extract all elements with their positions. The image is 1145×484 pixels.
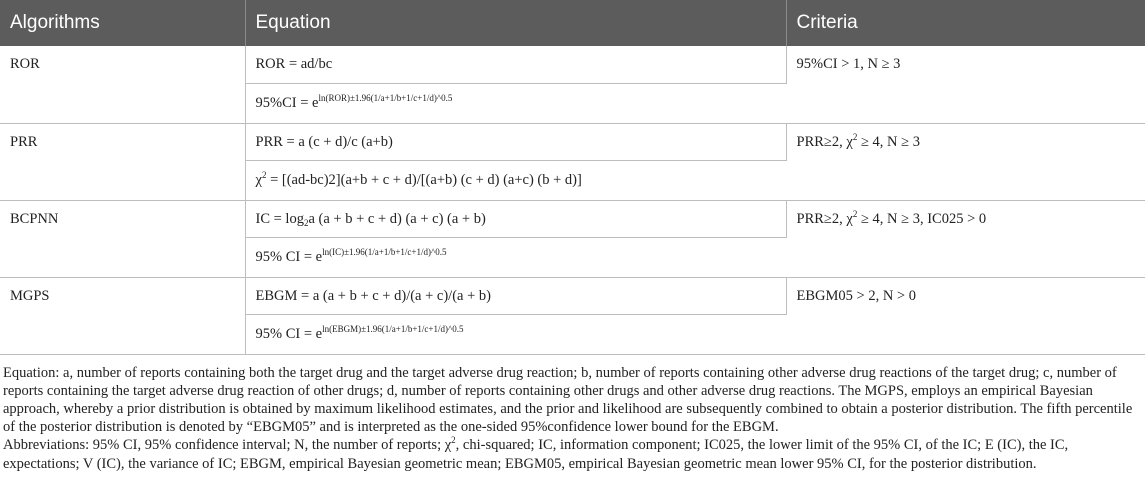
equation-text: 95% CI = e xyxy=(255,325,323,342)
criteria-text: ≥ 4, N ≥ 3, IC025 > 0 xyxy=(857,210,987,227)
abbreviations-text: , chi-squared; IC, information component; IC025, the lower limit of the 95% CI, of the IC; E (IC), the IC, expectations; V (IC), the variance of IC; EBGM, empirical Bayesian geometric mean; EBGM05, empirical Bayesian geometric mean lower 95% CI, for the posterior distribution. xyxy=(3,436,1069,472)
table-footnotes xyxy=(0,355,1145,473)
algorithm-cell: ROR xyxy=(0,46,245,123)
criteria-text: PRR≥2, χ xyxy=(796,210,853,227)
table-row xyxy=(0,277,1145,314)
header-criteria: Criteria xyxy=(786,0,1145,46)
equation-cell xyxy=(245,237,786,277)
algorithm-cell: MGPS xyxy=(0,277,245,354)
equation-text: a (a + b + c + d) (a + c) (a + b) xyxy=(308,210,486,227)
equation-cell xyxy=(245,46,786,83)
equation-exponent: 2 xyxy=(261,169,267,180)
equation-text: 95%CI = e xyxy=(255,94,319,111)
equation-text: χ xyxy=(255,171,262,188)
criteria-text: PRR≥2, χ xyxy=(796,133,853,150)
table-row xyxy=(0,46,1145,83)
table-row xyxy=(0,123,1145,160)
abbreviations-text: Abbreviations: 95% CI, 95% confidence interval; N, the number of reports; χ xyxy=(3,436,452,453)
criteria-exponent: 2 xyxy=(852,131,858,142)
equation-cell xyxy=(245,83,786,123)
equation-cell xyxy=(245,277,786,314)
equation-footnote: Equation: a, number of reports containing both the target drug and the target adverse drug reaction; b, number of reports containing other adverse drug reactions of the target drug; c, number of reports containing the target adverse drug reaction of other drugs; d, number of reports containing other drugs and other adverse drug reactions. The MGPS, employs an empirical Bayesian approach, whereby a prior distribution is obtained by maximum likelihood estimates, and the prior and likelihood are subsequently combined to obtain a posterior distribution. The fifth percentile of the posterior distribution is denoted by “EBGM05” and is interpreted as the one-sided 95%confidence lower bound for the EBGM. xyxy=(3,364,1133,435)
equation-text: = [(ad-bc)2](a+b + c + d)/[(a+b) (c + d) (a+c) (b + d)] xyxy=(266,171,582,188)
criteria-cell xyxy=(786,123,1145,200)
equation-text: 95% CI = e xyxy=(255,248,323,265)
equation-text: EBGM = a (a + b + c + d)/(a + c)/(a + b) xyxy=(255,287,491,304)
equation-cell xyxy=(245,314,786,354)
header-equation: Equation xyxy=(245,0,786,46)
equation-exponent: ln(IC)±1.96(1/a+1/b+1/c+1/d)^0.5 xyxy=(322,246,447,257)
criteria-text: 95%CI > 1, N ≥ 3 xyxy=(796,56,901,72)
abbreviations-footnote xyxy=(3,436,1140,473)
criteria-exponent: 2 xyxy=(852,208,858,219)
table-row xyxy=(0,200,1145,237)
criteria-text: ≥ 4, N ≥ 3 xyxy=(857,133,920,150)
abbreviations-exponent: 2 xyxy=(451,434,456,445)
equation-cell xyxy=(245,200,786,237)
criteria-cell xyxy=(786,200,1145,277)
criteria-text: EBGM05 > 2, N > 0 xyxy=(796,287,916,304)
table-header-row xyxy=(0,0,1145,46)
algorithm-cell: BCPNN xyxy=(0,200,245,277)
header-algorithms: Algorithms xyxy=(0,0,245,46)
equation-text: PRR = a (c + d)/c (a+b) xyxy=(255,133,393,150)
equation-text: IC = log xyxy=(255,210,304,227)
criteria-cell xyxy=(786,46,1145,123)
equation-subscript: 2 xyxy=(303,217,309,228)
equation-text: ROR = ad/bc xyxy=(255,56,333,72)
criteria-cell xyxy=(786,277,1145,354)
equation-cell xyxy=(245,123,786,160)
equation-exponent: ln(EBGM)±1.96(1/a+1/b+1/c+1/d)^0.5 xyxy=(322,323,464,334)
equation-cell xyxy=(245,160,786,200)
algorithm-cell: PRR xyxy=(0,123,245,200)
equation-exponent: ln(ROR)±1.96(1/a+1/b+1/c+1/d)^0.5 xyxy=(318,92,453,103)
